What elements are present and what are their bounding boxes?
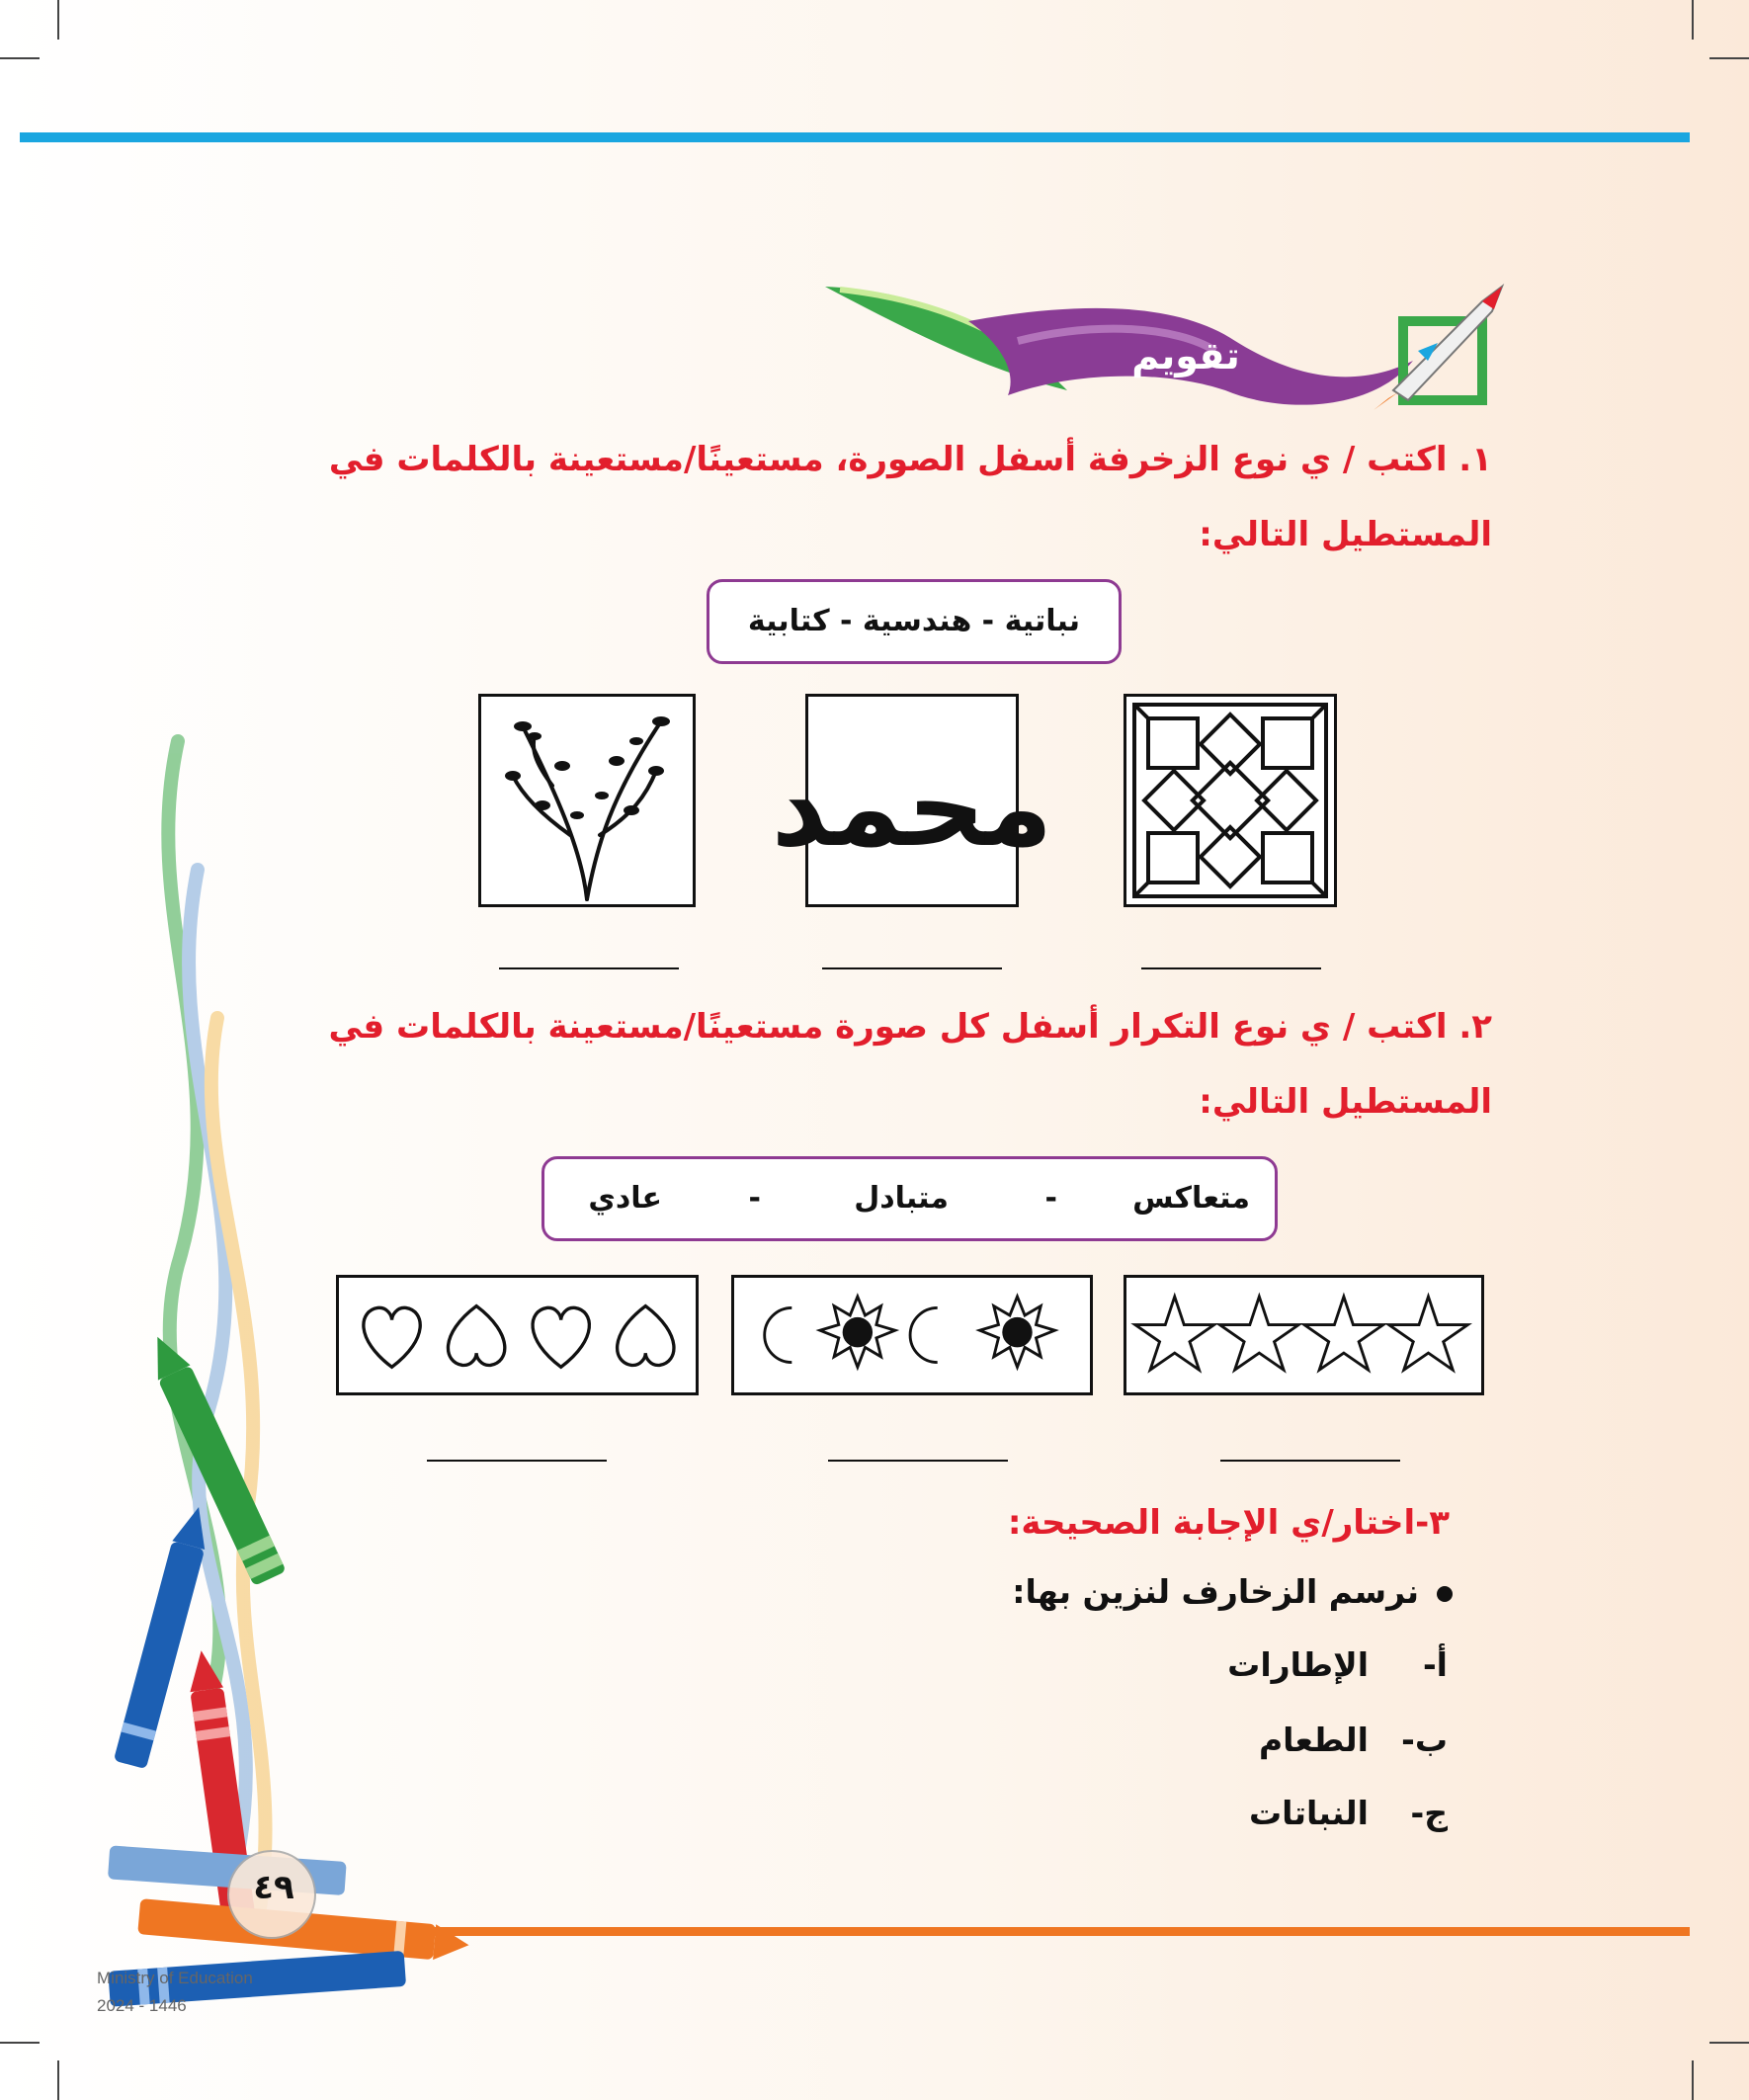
word-alternating: متبادل (854, 1181, 949, 1216)
sun-moon-icon (734, 1278, 1090, 1392)
crop-mark (57, 2060, 59, 2100)
geometric-star-icon (1126, 697, 1334, 904)
word-box-1: نباتية - هندسية - كتابية (707, 579, 1122, 664)
question-2-line-1: ٢. اكتب / ي نوع التكرار أسفل كل صورة مستعينًا/مستعينة بالكلمات في (328, 1007, 1492, 1047)
geometric-pattern-image (1124, 694, 1337, 907)
answer-line[interactable] (1220, 1460, 1400, 1462)
top-bar (20, 132, 1690, 142)
page-number: ٤٩ (253, 1868, 294, 1907)
word-separator: - (748, 1181, 761, 1216)
option-text: النباتات (1249, 1794, 1369, 1832)
option-text: الطعام (1258, 1721, 1369, 1759)
crop-mark (1692, 2060, 1694, 2100)
calligraphy-text: محمد (771, 744, 1053, 871)
ministry-label: Ministry of Education (97, 1969, 253, 1987)
word-box-2 (541, 1156, 1278, 1241)
stars-repetition-image (1124, 1275, 1484, 1395)
question-3-stem (1012, 1567, 1453, 1617)
option-letter: ج- (1410, 1794, 1448, 1832)
option-c[interactable] (1249, 1789, 1448, 1838)
calligraphy-image (771, 694, 1053, 907)
calligraphy-icon (771, 697, 1053, 904)
answer-line[interactable] (499, 967, 679, 969)
answer-line[interactable] (1141, 967, 1321, 969)
crop-mark (57, 0, 59, 40)
question-2-line-2: المستطيل التالي: (1199, 1082, 1492, 1122)
plant-pattern-image (478, 694, 696, 907)
bullet-icon (1437, 1586, 1453, 1602)
question-3-title: ٣-اختار/ي الإجابة الصحيحة: (1007, 1503, 1450, 1543)
option-text: الإطارات (1227, 1645, 1369, 1684)
answer-line[interactable] (822, 967, 1002, 969)
crop-mark (0, 2042, 40, 2044)
sun-moon-repetition-image (731, 1275, 1093, 1395)
stars-icon (1126, 1278, 1481, 1392)
crayons-decoration (99, 721, 474, 2026)
word-regular: عادي (588, 1181, 662, 1216)
option-letter: ب- (1401, 1721, 1448, 1759)
crop-mark (0, 57, 40, 59)
word-separator: - (1044, 1181, 1057, 1216)
answer-line[interactable] (828, 1460, 1008, 1462)
option-b[interactable] (1259, 1716, 1448, 1765)
stem-text: نرسم الزخارف لنزين بها: (1012, 1572, 1419, 1611)
option-letter: أ- (1422, 1645, 1448, 1684)
question-1-line-2: المستطيل التالي: (1199, 515, 1492, 554)
plant-branch-icon (481, 697, 693, 904)
option-a[interactable] (1227, 1640, 1448, 1690)
banner-title: تقويم (1131, 334, 1240, 378)
bottom-bar (435, 1927, 1690, 1936)
crop-mark (1692, 0, 1694, 40)
word-mirrored: متعاكس (1132, 1181, 1250, 1216)
question-1-line-1: ١. اكتب / ي نوع الزخرفة أسفل الصورة، مستعينًا/مستعينة بالكلمات في (328, 440, 1492, 479)
crop-mark (1709, 2042, 1749, 2044)
crop-mark (1709, 57, 1749, 59)
year-label: 2024 - 1446 (97, 1996, 187, 2015)
